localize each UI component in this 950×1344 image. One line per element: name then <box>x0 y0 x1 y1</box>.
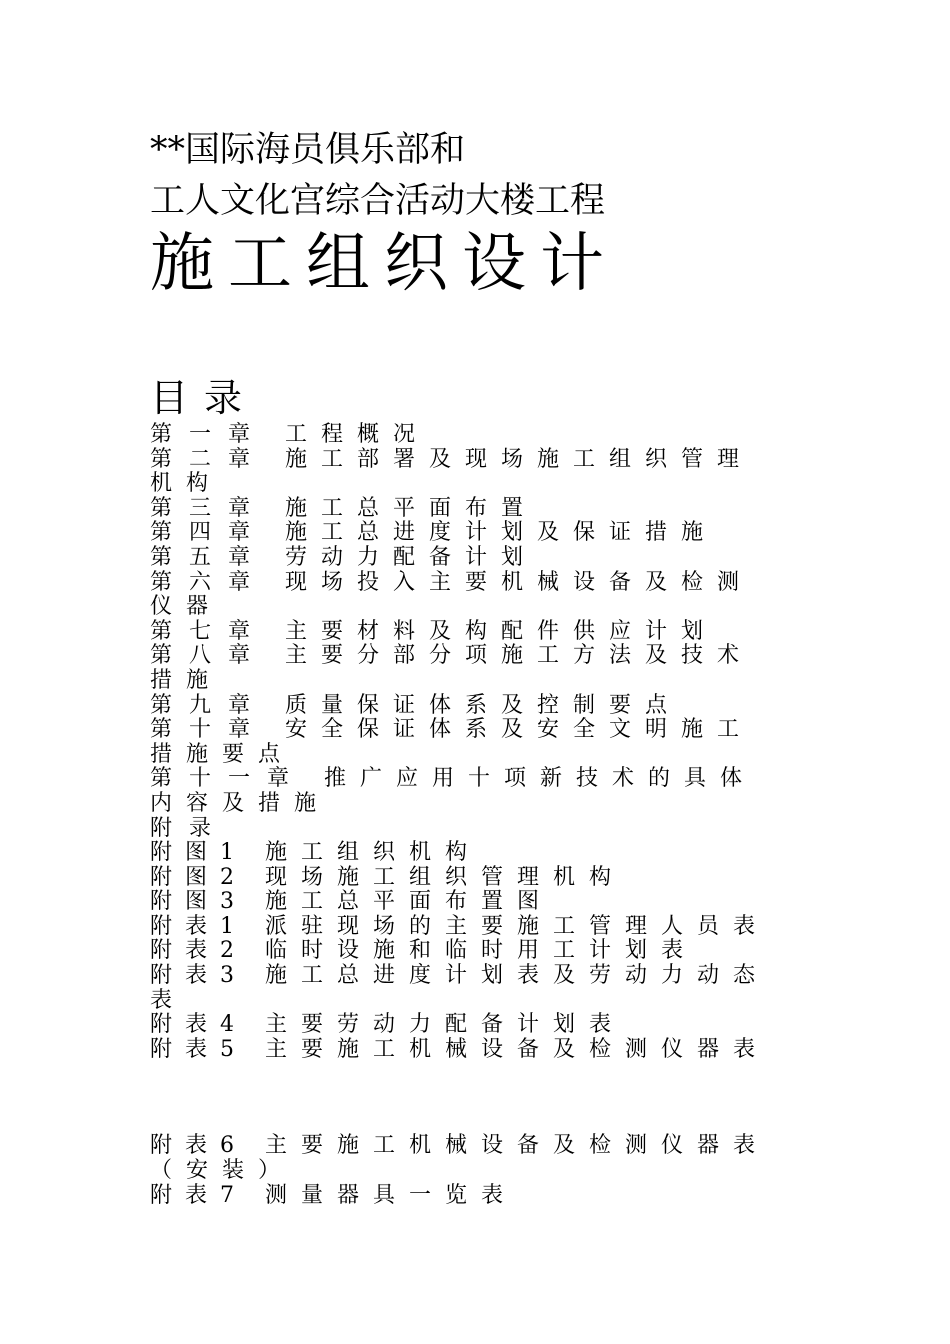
toc-row-label: 附图3 <box>150 889 247 915</box>
toc-row <box>150 718 790 743</box>
toc-row-text: 仪器 <box>150 594 223 620</box>
toc-row <box>150 448 790 473</box>
toc-row-text: 主要施工机械设备及检测仪器表 <box>265 1133 770 1159</box>
toc-row-text: 主要施工机械设备及检测仪器表 <box>265 1036 770 1062</box>
toc-row-text: 主要材料及构配件供应计划 <box>285 618 718 644</box>
toc-row-text: 派驻现场的主要施工管理人员表 <box>265 913 770 939</box>
toc-row <box>150 595 790 620</box>
toc-row-text: 质量保证体系及控制要点 <box>285 692 682 718</box>
toc-row-label: 附录 <box>150 815 229 841</box>
toc-row-text: 现场投入主要机械设备及检测 <box>285 569 754 595</box>
toc-row-label: 附图1 <box>150 840 247 866</box>
toc-row-text: 主要劳动力配备计划表 <box>265 1012 626 1038</box>
toc-row-text: 措施要点 <box>150 741 295 767</box>
toc-row-text: 施工组织机构 <box>265 840 482 866</box>
toc-row <box>150 472 790 497</box>
document-main-title: 施工组织设计 <box>150 227 618 301</box>
toc-row <box>150 423 790 448</box>
toc-row <box>150 989 790 1014</box>
toc-row <box>150 694 790 719</box>
toc-row <box>150 841 790 866</box>
toc-row-text: 临时设施和临时用工计划表 <box>265 938 698 964</box>
toc-row <box>150 817 790 842</box>
toc-row <box>150 644 790 669</box>
toc-row-text: （安装） <box>150 1158 295 1184</box>
toc-row-label: 第五章 <box>150 544 268 570</box>
toc-row <box>150 890 790 915</box>
toc-row <box>150 546 790 571</box>
toc-row <box>150 964 790 989</box>
toc-row <box>150 620 790 645</box>
toc-row-text: 施工总进度计划及保证措施 <box>285 520 718 546</box>
toc-row-text: 措施 <box>150 667 223 693</box>
toc-row-label: 第七章 <box>150 618 268 644</box>
toc-row-label: 第十一章 <box>150 766 307 792</box>
toc-row-text: 施工部署及现场施工组织管理 <box>285 446 754 472</box>
project-title-line-1: **国际海员俱乐部和 <box>150 130 466 170</box>
toc-row <box>150 1159 790 1184</box>
toc-row-label: 附表5 <box>150 1036 247 1062</box>
table-of-contents <box>150 423 790 1208</box>
toc-row-text: 施工总进度计划表及劳动力动态 <box>265 963 770 989</box>
toc-row-label: 附表3 <box>150 963 247 989</box>
toc-row-text: 测量器具一览表 <box>265 1182 518 1208</box>
toc-row <box>150 939 790 964</box>
toc-heading: 目录 <box>150 376 259 420</box>
toc-row <box>150 767 790 792</box>
toc-row <box>150 1038 790 1063</box>
toc-row-text: 施工总平面布置 <box>285 495 538 521</box>
toc-row-text: 劳动力配备计划 <box>285 544 538 570</box>
toc-row-text: 施工总平面布置图 <box>265 889 554 915</box>
toc-row-label: 附表2 <box>150 938 247 964</box>
toc-row-text: 工程概况 <box>285 422 430 447</box>
toc-row <box>150 1134 790 1159</box>
blank-gap <box>150 1062 790 1134</box>
toc-row-label: 附表6 <box>150 1133 247 1159</box>
toc-row-label: 第八章 <box>150 643 268 669</box>
toc-row-text: 现场施工组织管理机构 <box>265 864 626 890</box>
toc-row-label: 第四章 <box>150 520 268 546</box>
toc-row-label: 第六章 <box>150 569 268 595</box>
toc-row <box>150 1184 790 1209</box>
toc-row-label: 第九章 <box>150 692 268 718</box>
toc-row <box>150 497 790 522</box>
toc-row-label: 第一章 <box>150 422 268 447</box>
toc-row-label: 第二章 <box>150 446 268 472</box>
toc-row-label: 附表1 <box>150 913 247 939</box>
toc-row-text: 推广应用十项新技术的具体 <box>324 766 757 792</box>
toc-row-text: 安全保证体系及安全文明施工 <box>285 717 754 743</box>
toc-row-label: 第十章 <box>150 717 268 743</box>
toc-row-text: 主要分部分项施工方法及技术 <box>285 643 754 669</box>
toc-row-label: 附图2 <box>150 864 247 890</box>
toc-row <box>150 1013 790 1038</box>
toc-row-label: 附表7 <box>150 1182 247 1208</box>
toc-row <box>150 915 790 940</box>
toc-row <box>150 571 790 596</box>
toc-row <box>150 669 790 694</box>
toc-row-text: 内容及措施 <box>150 790 331 816</box>
toc-row-label: 附表4 <box>150 1012 247 1038</box>
toc-row-text: 表 <box>150 987 187 1013</box>
toc-row <box>150 521 790 546</box>
toc-row-text: 机构 <box>150 471 223 497</box>
toc-row <box>150 792 790 817</box>
project-title-line-2: 工人文化宫综合活动大楼工程 <box>150 181 606 221</box>
toc-row-label: 第三章 <box>150 495 268 521</box>
toc-row <box>150 743 790 768</box>
toc-row <box>150 866 790 891</box>
